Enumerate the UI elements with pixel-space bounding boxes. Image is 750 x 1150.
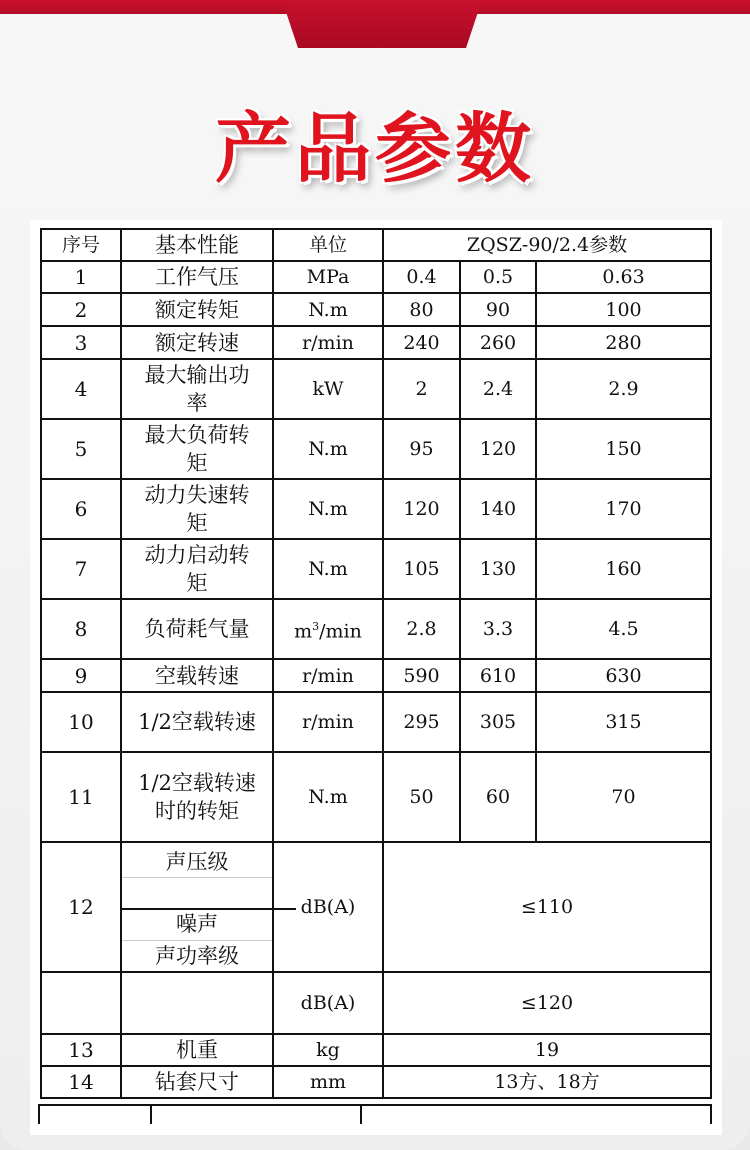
- row-value-1: 2.8: [383, 599, 460, 659]
- row-value-1: 95: [383, 419, 460, 479]
- edge-tick: [38, 1106, 40, 1124]
- row-name: 工作气压: [121, 261, 273, 293]
- table-row-noise-power: [41, 972, 711, 1034]
- divider: [122, 940, 272, 941]
- table-row: [41, 539, 711, 599]
- row-unit: r/min: [273, 326, 383, 359]
- table-row: [41, 1066, 711, 1098]
- row-value-2: 305: [460, 692, 536, 752]
- row-name: 1/2空载转速时的转矩: [121, 752, 273, 842]
- table-row: [41, 293, 711, 326]
- sound-power-label: 声功率级: [155, 944, 239, 968]
- row-unit: kg: [273, 1034, 383, 1066]
- row-seq: 1: [41, 261, 121, 293]
- table-row: [41, 326, 711, 359]
- unit-exponent: 3: [312, 619, 320, 633]
- row-value-1: 105: [383, 539, 460, 599]
- table-continuation-edge: [38, 1104, 712, 1124]
- table-row: [41, 479, 711, 539]
- row-seq: 10: [41, 692, 121, 752]
- table-row: [41, 419, 711, 479]
- divider: [122, 877, 272, 878]
- row-seq: 2: [41, 293, 121, 326]
- row-seq: 8: [41, 599, 121, 659]
- table-row: [41, 659, 711, 692]
- row-unit: N.m: [273, 539, 383, 599]
- row-unit: N.m: [273, 479, 383, 539]
- row-name: 额定转速: [121, 326, 273, 359]
- row-name: 1/2空载转速: [121, 692, 273, 752]
- row-value-1: 0.4: [383, 261, 460, 293]
- row-unit: dB(A): [273, 972, 383, 1034]
- row-value-3: 0.63: [536, 261, 711, 293]
- row-name: 动力启动转矩: [121, 539, 273, 599]
- row-value-2: 130: [460, 539, 536, 599]
- edge-tick: [150, 1106, 152, 1124]
- row-value-3: 70: [536, 752, 711, 842]
- row-value-3: 630: [536, 659, 711, 692]
- header-seq: 序号: [41, 229, 121, 261]
- row-seq: 13: [41, 1034, 121, 1066]
- row-unit: kW: [273, 359, 383, 419]
- row-value-1: 295: [383, 692, 460, 752]
- row-seq: 11: [41, 752, 121, 842]
- row-name: 负荷耗气量: [121, 599, 273, 659]
- noise-label: 噪声: [176, 912, 218, 936]
- page-title: 产品参数: [215, 104, 535, 193]
- row-value-1: 50: [383, 752, 460, 842]
- table-row: [41, 752, 711, 842]
- row-value-2: 140: [460, 479, 536, 539]
- row-unit: dB(A): [273, 842, 383, 972]
- row-unit: mm: [273, 1066, 383, 1098]
- table-row: [41, 359, 711, 419]
- row-seq: 9: [41, 659, 121, 692]
- row-seq: 7: [41, 539, 121, 599]
- edge-tick: [710, 1106, 712, 1124]
- row-seq: 14: [41, 1066, 121, 1098]
- row-value-2: 2.4: [460, 359, 536, 419]
- header-model: ZQSZ-90/2.4参数: [383, 229, 711, 261]
- header-unit: 单位: [273, 229, 383, 261]
- table-row: [41, 692, 711, 752]
- unit-base: m: [294, 620, 313, 643]
- row-unit: N.m: [273, 419, 383, 479]
- row-name-empty: [121, 972, 273, 1034]
- unit-tail: /min: [319, 620, 362, 643]
- table-row: [41, 599, 711, 659]
- row-value-2: 60: [460, 752, 536, 842]
- row-value-3: 280: [536, 326, 711, 359]
- row-name: 额定转矩: [121, 293, 273, 326]
- row-name: 机重: [121, 1034, 273, 1066]
- table-row: [41, 261, 711, 293]
- table-row: [41, 1034, 711, 1066]
- row-value-3: 4.5: [536, 599, 711, 659]
- row-unit: MPa: [273, 261, 383, 293]
- table-row-noise: [41, 842, 711, 972]
- row-name: 最大负荷转矩: [121, 419, 273, 479]
- row-value-3: 160: [536, 539, 711, 599]
- row-value-1: 120: [383, 479, 460, 539]
- row-value-2: 0.5: [460, 261, 536, 293]
- header-name: 基本性能: [121, 229, 273, 261]
- sound-pressure-label: 声压级: [165, 850, 229, 874]
- row-name: 钻套尺寸: [121, 1066, 273, 1098]
- spec-table: [40, 228, 712, 1099]
- row-name: 空载转速: [121, 659, 273, 692]
- table-header-row: [41, 229, 711, 261]
- row-value-2: 610: [460, 659, 536, 692]
- row-value-3: 100: [536, 293, 711, 326]
- row-unit: N.m: [273, 293, 383, 326]
- row-value: 13方、18方: [383, 1066, 711, 1098]
- row-unit: [273, 599, 383, 659]
- noise-name-cell: [121, 842, 273, 972]
- row-value-2: 3.3: [460, 599, 536, 659]
- row-value-1: 590: [383, 659, 460, 692]
- row-value: ≤110: [383, 842, 711, 972]
- row-value-1: 2: [383, 359, 460, 419]
- row-value: ≤120: [383, 972, 711, 1034]
- row-value-3: 315: [536, 692, 711, 752]
- row-name: 动力失速转矩: [121, 479, 273, 539]
- row-value-2: 120: [460, 419, 536, 479]
- row-name: 最大输出功率: [121, 359, 273, 419]
- row-seq-empty: [41, 972, 121, 1034]
- row-seq: 4: [41, 359, 121, 419]
- row-seq: 3: [41, 326, 121, 359]
- row-unit: r/min: [273, 659, 383, 692]
- row-seq: 12: [41, 842, 121, 972]
- row-value-2: 90: [460, 293, 536, 326]
- row-value-1: 240: [383, 326, 460, 359]
- row-unit: r/min: [273, 692, 383, 752]
- row-seq: 5: [41, 419, 121, 479]
- noise-divider-line: [120, 908, 296, 910]
- edge-tick: [360, 1106, 362, 1124]
- top-banner-tab: [282, 0, 482, 48]
- row-unit: N.m: [273, 752, 383, 842]
- row-value-2: 260: [460, 326, 536, 359]
- row-seq: 6: [41, 479, 121, 539]
- row-value-3: 150: [536, 419, 711, 479]
- row-value-3: 170: [536, 479, 711, 539]
- row-value: 19: [383, 1034, 711, 1066]
- row-value-3: 2.9: [536, 359, 711, 419]
- row-value-1: 80: [383, 293, 460, 326]
